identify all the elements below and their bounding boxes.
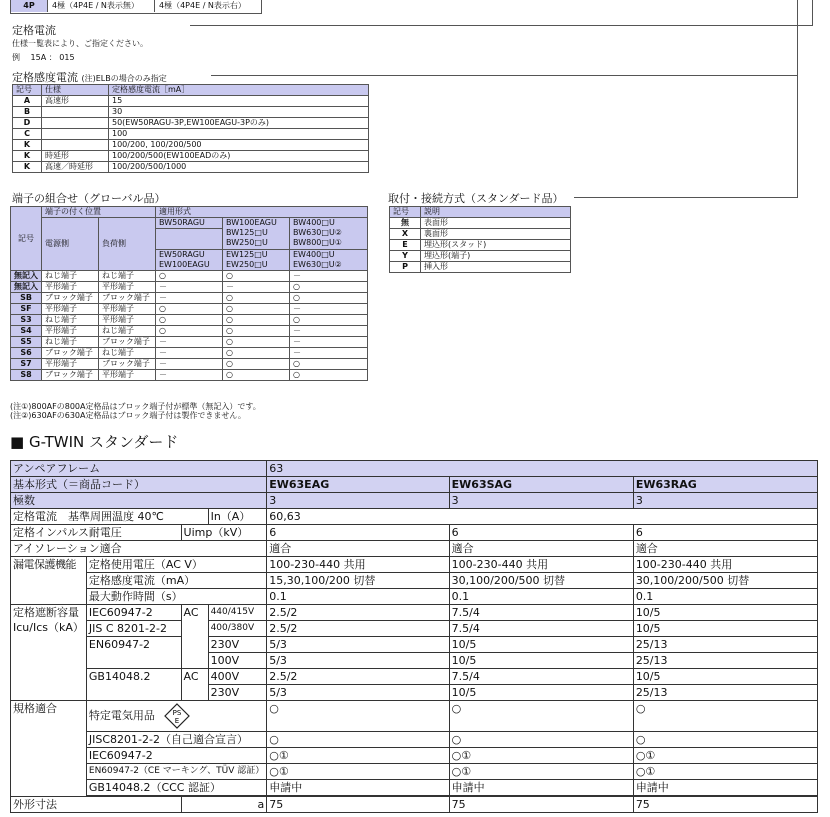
rated-current-title: 定格電流 <box>12 24 56 37</box>
mount-desc: 表面形 <box>421 218 571 229</box>
term-col3: ○ <box>290 315 368 326</box>
sensitivity-row <box>13 129 369 140</box>
bracket-line <box>812 0 813 25</box>
brk-label: 定格遮断容量 Icu/Ics（kA） <box>11 605 87 701</box>
term-code: SB <box>11 293 42 304</box>
th-term-pos: 端子の付く位置 <box>42 207 156 218</box>
model-label: 基本形式（＝商品コード） <box>11 477 267 493</box>
sensitivity-row <box>13 140 369 151</box>
leak-label: 漏電保護機能 <box>11 557 87 605</box>
th-term-load: 負荷側 <box>99 218 156 271</box>
term-col1: － <box>156 348 223 359</box>
bracket-line <box>190 25 813 26</box>
sens-spec <box>42 140 109 151</box>
rated-current-note: 仕様一覧表により、ご指定ください。 <box>12 39 148 48</box>
term-load: ブロック端子 <box>99 337 156 348</box>
term-power: ブロック端子 <box>42 370 99 381</box>
sens-value: 100 <box>109 129 369 140</box>
sensitivity-row <box>13 162 369 173</box>
type-2a: BW100EAGU BW125□U BW250□U <box>223 218 290 250</box>
term-power: 平形端子 <box>42 326 99 337</box>
sens-code: A <box>13 96 42 107</box>
terminal-row <box>11 271 368 282</box>
term-col1: － <box>156 359 223 370</box>
term-power: ねじ端子 <box>42 337 99 348</box>
gb-label: GB14048.2（CCC 認証） <box>86 780 266 796</box>
term-code: 無記入 <box>11 271 42 282</box>
term-power: ねじ端子 <box>42 315 99 326</box>
outline-label: 外形寸法 <box>11 797 182 813</box>
type-3b: EW400□U EW630□U② <box>290 250 368 271</box>
mount-desc: 埋込形(スタッド) <box>421 240 571 251</box>
sensitivity-row <box>13 107 369 118</box>
svg-text:PS: PS <box>173 709 182 717</box>
sens-value: 100/200/500/1000 <box>109 162 369 173</box>
th-term-power: 電源側 <box>42 218 99 271</box>
th-spec: 仕様 <box>42 85 109 96</box>
term-col2: ○ <box>223 348 290 359</box>
term-load: ねじ端子 <box>99 271 156 282</box>
term-col1: － <box>156 293 223 304</box>
sensitivity-row <box>13 96 369 107</box>
mount-row <box>390 240 571 251</box>
sens-value: 50(EW50RAGU-3P,EW100EAGU-3Pのみ) <box>109 118 369 129</box>
th-code: 記号 <box>13 85 42 96</box>
term-col2: － <box>223 282 290 293</box>
mount-desc: 裏面形 <box>421 229 571 240</box>
term-col2: ○ <box>223 315 290 326</box>
term-col2: ○ <box>223 370 290 381</box>
type-3a: BW400□U BW630□U② BW800□U① <box>290 218 368 250</box>
std-jis: JIS C 8201-2-2 <box>86 621 181 637</box>
mount-code: Y <box>390 251 421 262</box>
sensitivity-table <box>12 84 369 173</box>
mount-row <box>390 229 571 240</box>
term-power: 平形端子 <box>42 282 99 293</box>
term-col1: ○ <box>156 304 223 315</box>
term-code: S7 <box>11 359 42 370</box>
mount-code: E <box>390 240 421 251</box>
top-desc-2: 4極（4P4E / N表示右） <box>159 1 246 10</box>
term-col1: ○ <box>156 315 223 326</box>
mount-title: 取付・接続方式（スタンダード品） <box>388 192 564 205</box>
rated-current-example: 例 15A ： 015 <box>12 53 75 62</box>
terminal-table <box>10 206 368 381</box>
terminal-row <box>11 359 368 370</box>
term-power: ねじ端子 <box>42 271 99 282</box>
mount-code: X <box>390 229 421 240</box>
terminal-row <box>11 293 368 304</box>
sens-spec <box>42 118 109 129</box>
term-code: S8 <box>11 370 42 381</box>
term-load: ブロック端子 <box>99 293 156 304</box>
model-3: EW63RAG <box>633 477 817 493</box>
term-power: 平形端子 <box>42 304 99 315</box>
terminal-row <box>11 370 368 381</box>
term-power: ブロック端子 <box>42 293 99 304</box>
pse-diamond-icon <box>164 703 190 729</box>
sens-value: 30 <box>109 107 369 118</box>
term-code: SF <box>11 304 42 315</box>
sens-code: K <box>13 140 42 151</box>
type-1b: EW50RAGU EW100EAGU <box>156 250 223 271</box>
type-1a-blank <box>156 229 223 250</box>
term-load: 平形端子 <box>99 282 156 293</box>
terminal-title: 端子の組合せ（グローバル品） <box>12 192 166 205</box>
iec-label: IEC60947-2 <box>86 748 266 764</box>
mount-table <box>389 206 571 273</box>
frame-label: アンペアフレーム <box>11 461 267 477</box>
std-gb: GB14048.2 <box>86 669 181 701</box>
model-1: EW63EAG <box>267 477 449 493</box>
term-col1: － <box>156 337 223 348</box>
terminal-row <box>11 315 368 326</box>
top-desc-1: 4極（4P4E / N表示無） <box>48 0 155 12</box>
frame-value: 63 <box>267 461 818 477</box>
term-col3: － <box>290 326 368 337</box>
sens-value: 100/200/500(EW100EADのみ) <box>109 151 369 162</box>
term-code: S4 <box>11 326 42 337</box>
term-col1: ○ <box>156 326 223 337</box>
term-load: 平形端子 <box>99 370 156 381</box>
iso-label: アイソレーション適合 <box>11 541 267 557</box>
term-code: 無記入 <box>11 282 42 293</box>
gtwin-spec-table: アンペアフレーム 63 基本形式（＝商品コード） EW63EAG EW63SAG EW63RAG 極数 3 3 3 定格電流 基準周囲温度 40℃ In（A） 60,63 定格インパルス耐電圧 Uimp（kV） 6 6 6 アイソレーション適合 適合 適合 適合 漏電保護機能 定格使用電圧（AC V） 100-230-440 共用 100-230-440 共用 100-230-440 共用 定格感度電流（mA） 15,30,100/200 切替 30,100/200/500 切替 30,100/200/500 切替 最大動作時間（s） 0.1 0.1 0.1 定格遮断容量 Icu/Ics（kA） IEC60947-2 AC 440/415V 2.5/2 7.5/4 10/5 JIS C 8201-2-2 400/380V 2.5/2 7.5/4 10/5 EN60947-2 230V 5/3 10/5 25/13 100V 5/3 10/5 25/13 GB14048.2 AC 400V 2.5/2 7.5/4 10/5 230V 5/3 10/5 25/13 規格適合 特定電気用品 PS E ○ ○ ○ JISC8201-2-2（自己適合宣言） ○ ○ ○ IEC60947-2 ○① ○① ○① EN60947-2（CE マーキング、TÜV 認証） ○① ○① ○① GB14048.2（CCC 認証） 申請中 申請中 申請中 外形寸法 a 75 75 75 <box>10 460 818 813</box>
mount-row <box>390 218 571 229</box>
rated-label: 定格電流 基準周囲温度 40℃ <box>11 509 209 525</box>
svg-text:E: E <box>175 717 180 725</box>
terminal-row <box>11 337 368 348</box>
term-load: ねじ端子 <box>99 326 156 337</box>
sens-spec: 高速／時延形 <box>42 162 109 173</box>
sens-spec: 時延形 <box>42 151 109 162</box>
term-col1: ○ <box>156 271 223 282</box>
term-col3: － <box>290 337 368 348</box>
gtwin-title: ■ G-TWIN スタンダード <box>10 433 179 451</box>
mount-desc: 埋込形(端子) <box>421 251 571 262</box>
term-col3: ○ <box>290 359 368 370</box>
sens-code: K <box>13 151 42 162</box>
outline-a: a <box>181 797 267 813</box>
en-label: EN60947-2（CE マーキング、TÜV 認証） <box>86 764 266 780</box>
bracket-line <box>797 0 798 197</box>
sens-code: K <box>13 162 42 173</box>
sens-spec <box>42 129 109 140</box>
terminal-row <box>11 304 368 315</box>
rated-value: 60,63 <box>267 509 818 525</box>
term-load: 平形端子 <box>99 304 156 315</box>
term-col3: ○ <box>290 370 368 381</box>
th-mount-code: 記号 <box>390 207 421 218</box>
mount-row <box>390 251 571 262</box>
model-2: EW63SAG <box>449 477 633 493</box>
term-col2: ○ <box>223 359 290 370</box>
rated-unit: In（A） <box>208 509 267 525</box>
term-power: ブロック端子 <box>42 348 99 359</box>
term-load: 平形端子 <box>99 315 156 326</box>
th-term-code: 記号 <box>11 207 42 271</box>
uimp-label: 定格インパルス耐電圧 <box>11 525 182 541</box>
uimp-unit: Uimp（kV） <box>181 525 267 541</box>
terminal-row <box>11 348 368 359</box>
std-en: EN60947-2 <box>86 637 181 669</box>
sens-value: 100/200, 100/200/500 <box>109 140 369 151</box>
type-1a: BW50RAGU <box>156 218 223 229</box>
th-term-type: 適用形式 <box>156 207 368 218</box>
mount-desc: 挿入形 <box>421 262 571 273</box>
type-2b: EW125□U EW250□U <box>223 250 290 271</box>
sens-code: B <box>13 107 42 118</box>
sens-code: C <box>13 129 42 140</box>
volt-label: 定格使用電圧（AC V） <box>86 557 266 573</box>
mount-code: P <box>390 262 421 273</box>
ac-label-gb: AC <box>181 669 208 701</box>
poles-label: 極数 <box>11 493 267 509</box>
sensitivity-row <box>13 118 369 129</box>
term-col3: － <box>290 348 368 359</box>
th-sens: 定格感度電流［mA］ <box>109 85 369 96</box>
sens-spec: 高速形 <box>42 96 109 107</box>
term-col3: ○ <box>290 282 368 293</box>
mount-row <box>390 262 571 273</box>
top-spec-row <box>10 0 262 14</box>
term-power: 平形端子 <box>42 359 99 370</box>
term-col3: ○ <box>290 293 368 304</box>
term-col3: － <box>290 271 368 282</box>
term-load: ブロック端子 <box>99 359 156 370</box>
term-col2: ○ <box>223 271 290 282</box>
th-mount-desc: 説明 <box>421 207 571 218</box>
mount-code: 無 <box>390 218 421 229</box>
terminal-row <box>11 282 368 293</box>
term-col2: ○ <box>223 304 290 315</box>
time-label: 最大動作時間（s） <box>86 589 266 605</box>
sens-value: 15 <box>109 96 369 107</box>
term-col2: ○ <box>223 293 290 304</box>
bracket-line <box>211 75 797 76</box>
sens-code: D <box>13 118 42 129</box>
term-code: S5 <box>11 337 42 348</box>
term-col1: － <box>156 370 223 381</box>
term-col1: － <box>156 282 223 293</box>
std-iec: IEC60947-2 <box>86 605 181 621</box>
top-code: 4P <box>11 0 48 12</box>
bracket-line <box>574 197 798 198</box>
compliance-label: 規格適合 <box>11 701 87 797</box>
sensitivity-row <box>13 151 369 162</box>
sensitivity-title: 定格感度電流 (注)ELBの場合のみ指定 <box>12 71 167 84</box>
terminal-row <box>11 326 368 337</box>
term-col2: ○ <box>223 326 290 337</box>
term-load: ねじ端子 <box>99 348 156 359</box>
term-code: S3 <box>11 315 42 326</box>
sens-label: 定格感度電流（mA） <box>86 573 266 589</box>
term-col2: ○ <box>223 337 290 348</box>
ac-label: AC <box>181 605 208 669</box>
term-code: S6 <box>11 348 42 359</box>
pse-label: 特定電気用品 PS E <box>86 701 266 732</box>
term-col3: － <box>290 304 368 315</box>
sensitivity-note: (注)ELBの場合のみ指定 <box>81 74 167 83</box>
terminal-notes: (注①)800AFの800A定格品はブロック端子付が標準（無記入）です。 (注②)630AFの630A定格品はブロック端子付は製作できません。 <box>10 402 261 420</box>
sens-spec <box>42 107 109 118</box>
jis-label: JISC8201-2-2（自己適合宣言） <box>86 732 266 748</box>
